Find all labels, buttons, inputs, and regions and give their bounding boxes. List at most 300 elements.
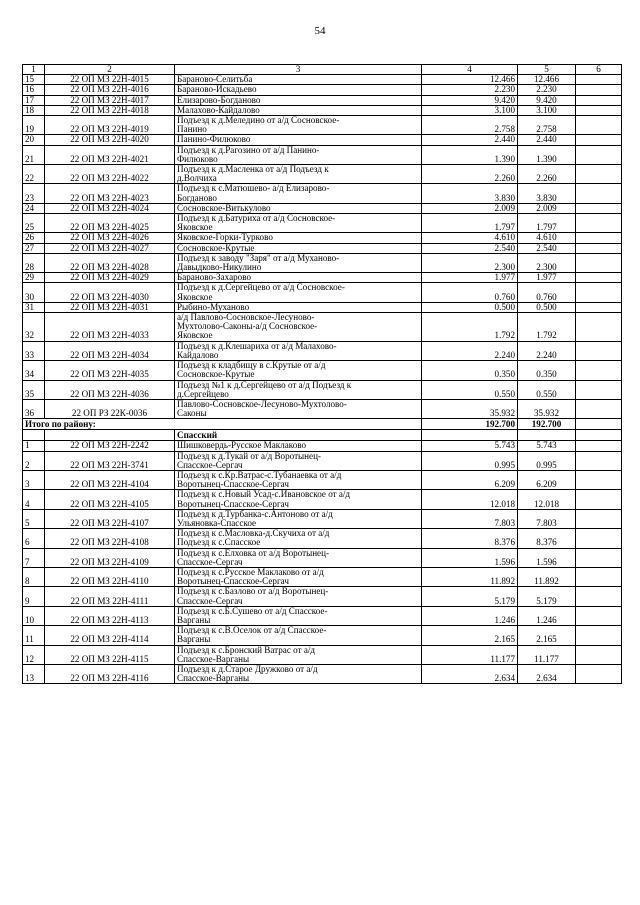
length-total: 1.797	[422, 214, 518, 233]
road-name-line: Спасское-Варганы	[177, 653, 250, 664]
road-name-line: Воротынец-Спасское-Сергач	[177, 576, 289, 587]
table-row	[23, 470, 622, 489]
road-name-line: Бараново-Захарово	[177, 272, 251, 283]
empty-cell	[422, 430, 518, 441]
road-name-line: Подъезд к д.Батуриха от а/д Сосновское-	[177, 213, 336, 224]
road-name	[175, 399, 422, 418]
table-row	[23, 341, 622, 360]
notes-cell	[576, 283, 622, 302]
road-code: 22 ОП МЗ 22Н-4018	[45, 105, 175, 115]
road-code: 22 ОП МЗ 22Н-4035	[45, 361, 175, 380]
length-hard-surface: 2.009	[518, 203, 576, 213]
road-name-line: Яковское	[177, 330, 213, 341]
roads-table	[22, 64, 622, 684]
row-number: 31	[23, 302, 45, 312]
length-hard-surface: 5.179	[518, 587, 576, 606]
row-number: 32	[23, 313, 45, 342]
section-row	[23, 430, 622, 441]
length-hard-surface: 0.760	[518, 283, 576, 302]
length-hard-surface: 1.390	[518, 145, 576, 164]
header-cell: 3	[175, 65, 422, 75]
row-number: 33	[23, 341, 45, 360]
road-name-line: Спасское-Сергач	[177, 595, 243, 606]
table-row	[23, 606, 622, 625]
length-total: 12.018	[422, 490, 518, 509]
road-code: 22 ОП МЗ 22Н-4029	[45, 273, 175, 283]
road-name	[175, 380, 422, 399]
road-name-line: Яковское	[177, 222, 213, 233]
road-name-line: Воротынец-Спасское-Сергач	[177, 498, 289, 509]
road-code: 22 ОП МЗ 22Н-4114	[45, 626, 175, 645]
total-row	[23, 419, 622, 430]
road-name	[175, 253, 422, 272]
empty-cell	[45, 430, 175, 441]
total-length: 192.700	[422, 419, 518, 430]
road-name-line: Сосновское-Крутые	[177, 243, 255, 253]
road-name	[175, 529, 422, 548]
road-name	[175, 441, 422, 451]
road-code: 22 ОП МЗ 22Н-4034	[45, 341, 175, 360]
road-name	[175, 490, 422, 509]
length-total: 1.390	[422, 145, 518, 164]
road-name-line: Яковское-Горки-Турково	[177, 232, 273, 243]
road-name	[175, 85, 422, 95]
table-row	[23, 283, 622, 302]
notes-cell	[576, 606, 622, 625]
road-name-line: Подъезд к д.Меледино от а/д Сосновское-	[177, 115, 340, 126]
notes-cell	[576, 184, 622, 203]
road-name-line: Подъезд к д.Турбанка-с.Антоново от а/д	[177, 509, 333, 519]
length-hard-surface: 2.758	[518, 116, 576, 135]
road-name-line: Подъезд к д.Клешариха от а/д Малахово-	[177, 341, 337, 351]
table-row	[23, 509, 622, 528]
length-hard-surface: 12.018	[518, 490, 576, 509]
table-row	[23, 664, 622, 683]
table-row	[23, 645, 622, 664]
road-name-line: Ульяновка-Спасское	[177, 517, 257, 528]
length-hard-surface: 1.977	[518, 273, 576, 283]
road-name-line: Павлово-Сосновское-Лесуново-Мухтолово-	[177, 399, 347, 409]
row-number: 23	[23, 184, 45, 203]
length-hard-surface: 2.300	[518, 253, 576, 272]
road-name-line: Елизарово-Богданово	[177, 95, 261, 105]
table-row	[23, 116, 622, 135]
road-name-line: Панино	[177, 124, 207, 135]
length-hard-surface: 11.177	[518, 645, 576, 664]
road-name-line: Подъезд к с.Кр.Ватрас-с.Тубанаевка от а/д	[177, 470, 342, 480]
road-name	[175, 145, 422, 164]
road-name-line: Спасское-Сергач	[177, 459, 243, 470]
length-hard-surface: 2.240	[518, 341, 576, 360]
road-code: 22 ОП МЗ 22Н-4028	[45, 253, 175, 272]
table-row	[23, 361, 622, 380]
notes-cell	[576, 75, 622, 85]
length-hard-surface: 9.420	[518, 95, 576, 105]
road-name-line: Панино-Филюково	[177, 134, 251, 145]
table-row	[23, 214, 622, 233]
road-name	[175, 243, 422, 253]
road-code: 22 ОП МЗ 22Н-4020	[45, 135, 175, 145]
section-title: Спасский	[175, 430, 422, 441]
length-total: 8.376	[422, 529, 518, 548]
row-number: 30	[23, 283, 45, 302]
table-row	[23, 95, 622, 105]
row-number: 22	[23, 165, 45, 184]
road-name-line: Давыдково-Никулино	[177, 262, 262, 273]
notes-cell	[576, 273, 622, 283]
row-number: 34	[23, 361, 45, 380]
road-code: 22 ОП МЗ 22Н-4017	[45, 95, 175, 105]
road-name	[175, 645, 422, 664]
length-hard-surface: 2.260	[518, 165, 576, 184]
notes-cell	[576, 116, 622, 135]
notes-cell	[576, 85, 622, 95]
table-row	[23, 253, 622, 272]
road-name	[175, 470, 422, 489]
table-row	[23, 85, 622, 95]
notes-cell	[576, 165, 622, 184]
length-total: 9.420	[422, 95, 518, 105]
length-total: 1.246	[422, 606, 518, 625]
road-code: 22 ОП МЗ 22Н-4019	[45, 116, 175, 135]
row-number: 27	[23, 243, 45, 253]
road-name-line: Подъезд к с.Матюшево- а/д Елизарово-	[177, 183, 330, 194]
notes-cell	[576, 361, 622, 380]
length-total: 3.830	[422, 184, 518, 203]
road-name-line: Подъезд №1 к д.Сергейцево от а/д Подъезд к	[177, 380, 352, 390]
row-number: 1	[23, 441, 45, 451]
table-row	[23, 135, 622, 145]
total-hard-surface: 192.700	[518, 419, 576, 430]
header-cell: 2	[45, 65, 175, 75]
notes-cell	[576, 567, 622, 586]
row-number: 10	[23, 606, 45, 625]
road-name-line: Подъезд к д.Рагозино от а/д Панино-	[177, 145, 320, 155]
road-name	[175, 233, 422, 243]
length-total: 3.100	[422, 105, 518, 115]
road-name-line: Подъезд к заводу "Заря" от а/д Муханово-	[177, 253, 340, 263]
length-hard-surface: 0.550	[518, 380, 576, 399]
length-total: 5.743	[422, 441, 518, 451]
row-number: 13	[23, 664, 45, 683]
table-row	[23, 184, 622, 203]
road-name-line: Бараново-Селитьба	[177, 74, 253, 85]
road-name	[175, 273, 422, 283]
length-total: 35.932	[422, 399, 518, 418]
length-hard-surface: 11.892	[518, 567, 576, 586]
road-name-line: Подъезд к д.Сергейцево от а/д Сосновское-	[177, 282, 345, 293]
road-name	[175, 548, 422, 567]
notes-cell	[576, 529, 622, 548]
header-cell: 6	[576, 65, 622, 75]
road-name-line: Варганы	[177, 614, 211, 625]
table-row	[23, 587, 622, 606]
road-name	[175, 135, 422, 145]
road-name	[175, 509, 422, 528]
length-hard-surface: 5.743	[518, 441, 576, 451]
length-hard-surface: 0.995	[518, 451, 576, 470]
road-code: 22 ОП МЗ 22Н-4104	[45, 470, 175, 489]
road-name-line: Подъезд к с.Новый Усад-с.Ивановское от а/д	[177, 489, 351, 500]
road-name	[175, 116, 422, 135]
length-hard-surface: 2.440	[518, 135, 576, 145]
table-row	[23, 529, 622, 548]
length-hard-surface: 1.596	[518, 548, 576, 567]
road-name-line: Спасское-Сергач	[177, 556, 243, 567]
notes-cell	[576, 470, 622, 489]
road-name	[175, 341, 422, 360]
road-name-line: Подъезд к д.Тукай от а/д Воротынец-	[177, 451, 321, 461]
length-total: 0.760	[422, 283, 518, 302]
length-total: 12.466	[422, 75, 518, 85]
road-name	[175, 313, 422, 342]
table-row	[23, 75, 622, 85]
table-row	[23, 273, 622, 283]
notes-cell	[576, 233, 622, 243]
row-number: 28	[23, 253, 45, 272]
notes-cell	[576, 203, 622, 213]
road-name-line: Рыбино-Муханово	[177, 302, 250, 312]
table-row	[23, 399, 622, 418]
row-number: 4	[23, 490, 45, 509]
length-total: 0.995	[422, 451, 518, 470]
road-name	[175, 626, 422, 645]
road-name	[175, 105, 422, 115]
table-row	[23, 302, 622, 312]
length-total: 2.300	[422, 253, 518, 272]
length-hard-surface: 2.634	[518, 664, 576, 683]
row-number: 36	[23, 399, 45, 418]
road-code: 22 ОП МЗ 22Н-4107	[45, 509, 175, 528]
road-code: 22 ОП МЗ 22Н-4108	[45, 529, 175, 548]
road-name	[175, 95, 422, 105]
length-total: 2.260	[422, 165, 518, 184]
empty-cell	[518, 430, 576, 441]
length-total: 2.009	[422, 203, 518, 213]
road-name	[175, 283, 422, 302]
length-total: 2.440	[422, 135, 518, 145]
road-code: 22 ОП МЗ 22Н-4113	[45, 606, 175, 625]
road-code: 22 ОП МЗ 22Н-4021	[45, 145, 175, 164]
road-name-line: а/д Павлово-Сосновское-Лесуново-	[177, 312, 315, 323]
length-total: 0.350	[422, 361, 518, 380]
road-code: 22 ОП МЗ 22Н-2242	[45, 441, 175, 451]
table-row	[23, 490, 622, 509]
header-row	[23, 65, 622, 75]
row-number: 6	[23, 529, 45, 548]
road-code: 22 ОП МЗ 22Н-4110	[45, 567, 175, 586]
row-number: 2	[23, 451, 45, 470]
length-hard-surface: 2.230	[518, 85, 576, 95]
road-name-line: Варганы	[177, 634, 211, 645]
length-hard-surface: 12.466	[518, 75, 576, 85]
row-number: 15	[23, 75, 45, 85]
row-number: 11	[23, 626, 45, 645]
length-hard-surface: 1.797	[518, 214, 576, 233]
length-hard-surface: 3.100	[518, 105, 576, 115]
table-row	[23, 626, 622, 645]
road-name-line: Богданово	[177, 192, 217, 203]
length-total: 11.892	[422, 567, 518, 586]
header-cell: 1	[23, 65, 45, 75]
length-hard-surface: 4.610	[518, 233, 576, 243]
notes-cell	[576, 253, 622, 272]
table-row	[23, 105, 622, 115]
length-hard-surface: 8.376	[518, 529, 576, 548]
row-number: 21	[23, 145, 45, 164]
notes-cell	[576, 95, 622, 105]
road-code: 22 ОП МЗ 22Н-4116	[45, 664, 175, 683]
road-code: 22 ОП РЗ 22К-0036	[45, 399, 175, 418]
road-name-line: Спасское-Варганы	[177, 673, 250, 684]
row-number: 3	[23, 470, 45, 489]
road-name	[175, 606, 422, 625]
row-number: 25	[23, 214, 45, 233]
road-name-line: Подъезд к д.Старое Дружково от а/д	[177, 664, 318, 674]
length-total: 6.209	[422, 470, 518, 489]
road-name-line: Подъезд к кладбищу в с.Крутые от а/д	[177, 360, 326, 371]
road-code: 22 ОП МЗ 22Н-4030	[45, 283, 175, 302]
table-row	[23, 233, 622, 243]
row-number: 9	[23, 587, 45, 606]
road-code: 22 ОП МЗ 22Н-4015	[45, 75, 175, 85]
notes-cell	[576, 105, 622, 115]
row-number: 12	[23, 645, 45, 664]
length-total: 1.596	[422, 548, 518, 567]
length-hard-surface: 0.350	[518, 361, 576, 380]
notes-cell	[576, 243, 622, 253]
road-code: 22 ОП МЗ 22Н-4105	[45, 490, 175, 509]
road-code: 22 ОП МЗ 22Н-4036	[45, 380, 175, 399]
notes-cell	[576, 548, 622, 567]
road-name-line: Сосновское-Крутые	[177, 369, 255, 380]
length-hard-surface: 2.165	[518, 626, 576, 645]
row-number: 24	[23, 203, 45, 213]
row-number: 17	[23, 95, 45, 105]
table-row	[23, 243, 622, 253]
row-number: 16	[23, 85, 45, 95]
table-row	[23, 380, 622, 399]
row-number: 18	[23, 105, 45, 115]
road-name-line: Шишковердь-Русское Маклаково	[177, 440, 307, 451]
road-name-line: Сосновское-Витькулово	[177, 203, 271, 213]
road-name-line: Мухтолово-Саконы-а/д Сосновское-	[177, 321, 318, 332]
road-name-line: Подъезд к с.Бронский Ватрас от а/д	[177, 645, 316, 655]
road-name	[175, 587, 422, 606]
notes-cell	[576, 399, 622, 418]
length-total: 2.540	[422, 243, 518, 253]
table-row	[23, 203, 622, 213]
road-name-line: д.Волчиха	[177, 173, 217, 184]
header-cell: 5	[518, 65, 576, 75]
length-total: 11.177	[422, 645, 518, 664]
table-row	[23, 567, 622, 586]
road-code: 22 ОП МЗ 22Н-4111	[45, 587, 175, 606]
notes-cell	[576, 214, 622, 233]
road-code: 22 ОП МЗ 22Н-4022	[45, 165, 175, 184]
road-code: 22 ОП МЗ 22Н-4109	[45, 548, 175, 567]
notes-cell	[576, 645, 622, 664]
road-name-line: Подъезд к с.В.Оселок от а/д Спасское-	[177, 625, 327, 636]
length-hard-surface: 7.803	[518, 509, 576, 528]
road-name	[175, 75, 422, 85]
notes-cell	[576, 135, 622, 145]
notes-cell	[576, 441, 622, 451]
road-code: 22 ОП МЗ 22Н-4023	[45, 184, 175, 203]
road-name-line: Подъезд к с.Елховка от а/д Воротынец-	[177, 548, 329, 558]
row-number: 35	[23, 380, 45, 399]
length-hard-surface: 2.540	[518, 243, 576, 253]
header-cell: 4	[422, 65, 518, 75]
road-name-line: Малахово-Кайдалово	[177, 105, 260, 115]
table-row	[23, 313, 622, 342]
length-total: 0.550	[422, 380, 518, 399]
table-row	[23, 548, 622, 567]
notes-cell	[576, 380, 622, 399]
road-name	[175, 214, 422, 233]
length-total: 2.230	[422, 85, 518, 95]
notes-cell	[576, 302, 622, 312]
road-name	[175, 361, 422, 380]
length-hard-surface: 35.932	[518, 399, 576, 418]
road-name-line: Кайдалово	[177, 349, 219, 360]
road-code: 22 ОП МЗ 22Н-4026	[45, 233, 175, 243]
road-code: 22 ОП МЗ 22Н-4016	[45, 85, 175, 95]
road-name	[175, 184, 422, 203]
length-hard-surface: 6.209	[518, 470, 576, 489]
notes-cell	[576, 451, 622, 470]
length-total: 0.500	[422, 302, 518, 312]
notes-cell	[576, 145, 622, 164]
road-name	[175, 664, 422, 683]
row-number: 29	[23, 273, 45, 283]
total-label: Итого по району:	[23, 419, 422, 430]
notes-cell	[576, 587, 622, 606]
empty-cell	[576, 430, 622, 441]
row-number: 5	[23, 509, 45, 528]
empty-cell	[23, 430, 45, 441]
notes-cell	[576, 490, 622, 509]
road-name	[175, 451, 422, 470]
road-name-line: Филюково	[177, 153, 218, 164]
road-name-line: Подъезд к с.Масловка-д.Скучиха от а/д	[177, 528, 330, 539]
length-total: 2.634	[422, 664, 518, 683]
row-number: 7	[23, 548, 45, 567]
row-number: 26	[23, 233, 45, 243]
road-name	[175, 165, 422, 184]
row-number: 8	[23, 567, 45, 586]
notes-cell	[576, 313, 622, 342]
table-row	[23, 145, 622, 164]
length-hard-surface: 0.500	[518, 302, 576, 312]
length-total: 2.758	[422, 116, 518, 135]
road-code: 22 ОП МЗ 22Н-4025	[45, 214, 175, 233]
road-name-line: Подъезд к с.Базлово от а/д Воротынец-	[177, 586, 329, 597]
length-total: 5.179	[422, 587, 518, 606]
road-name-line: Подъезд к с.Спасское	[177, 537, 261, 548]
road-name-line: Воротынец-Спасское-Сергач	[177, 479, 289, 490]
notes-cell	[576, 664, 622, 683]
road-code: 22 ОП МЗ 22Н-4031	[45, 302, 175, 312]
notes-cell	[576, 419, 622, 430]
notes-cell	[576, 341, 622, 360]
length-hard-surface: 3.830	[518, 184, 576, 203]
road-code: 22 ОП МЗ 22Н-4027	[45, 243, 175, 253]
road-name-line: Подъезд к с.Б.Сушево от а/д Спасское-	[177, 606, 328, 616]
road-name	[175, 302, 422, 312]
notes-cell	[576, 509, 622, 528]
table-row	[23, 441, 622, 451]
